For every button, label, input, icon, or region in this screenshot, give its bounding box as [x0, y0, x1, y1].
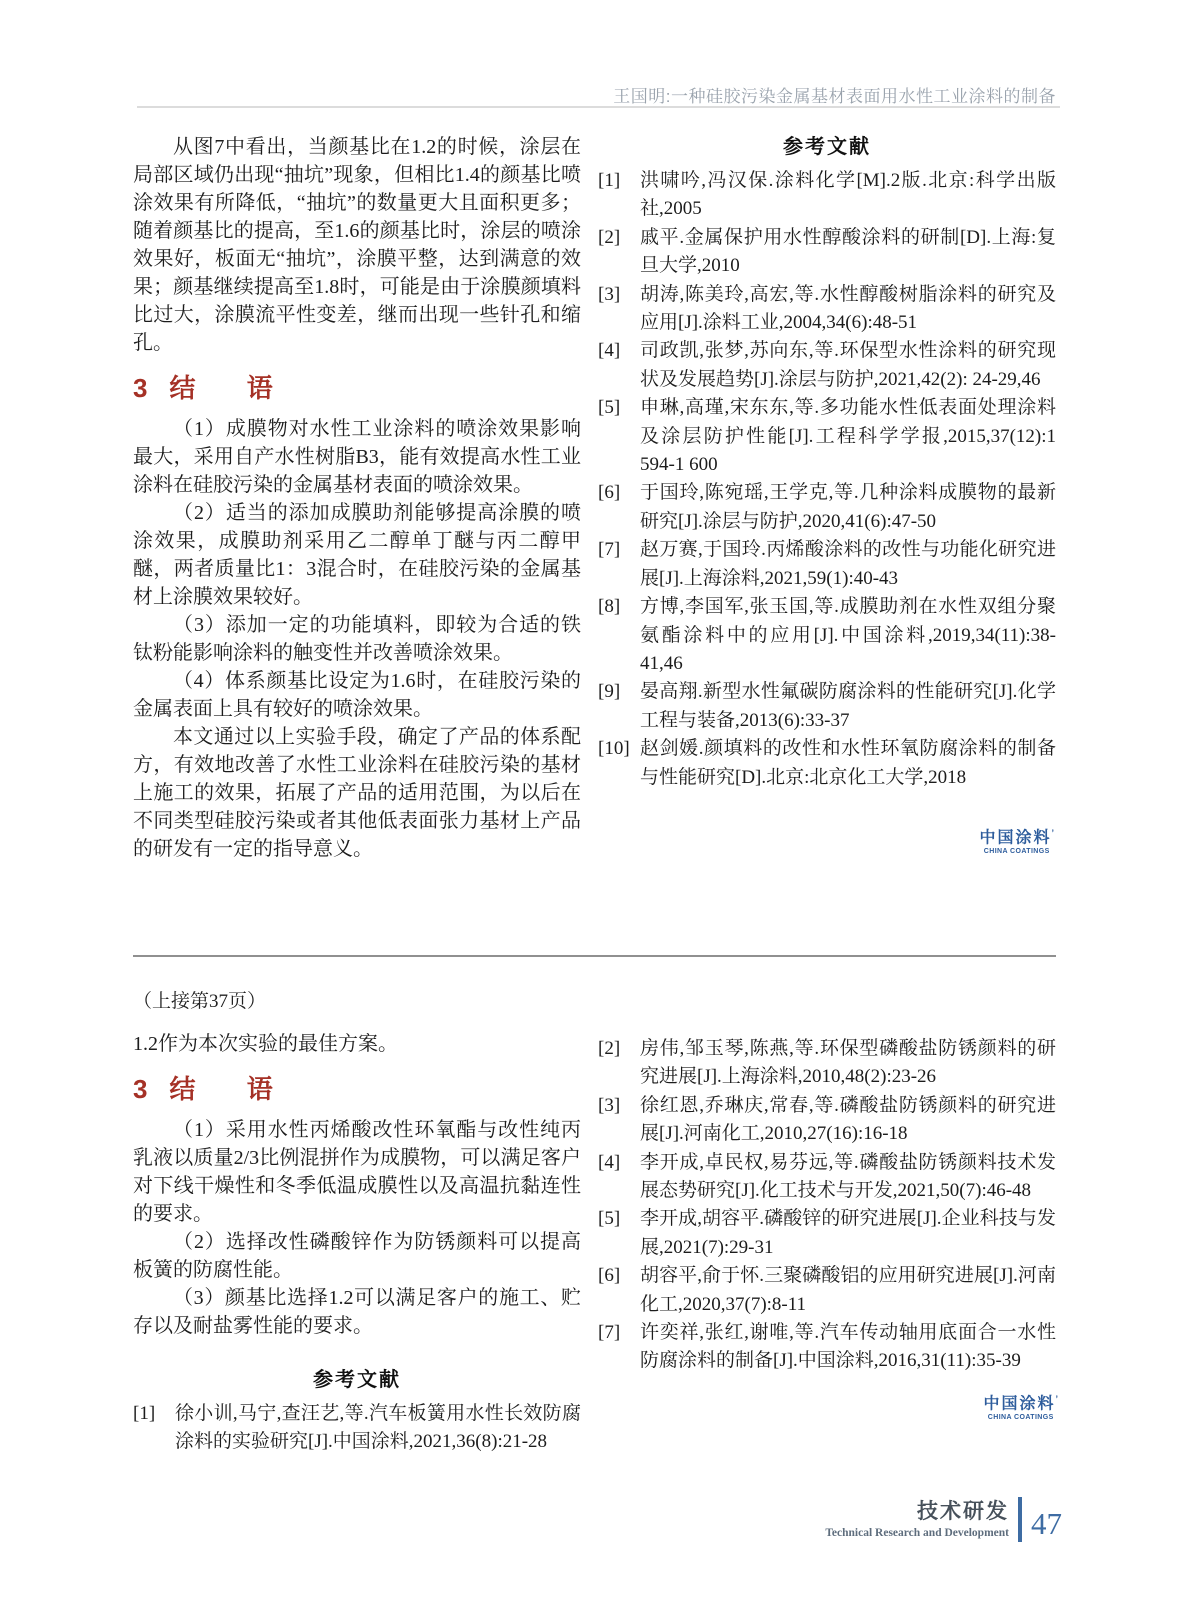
running-title: 王国明:一种硅胶污染金属基材表面用水性工业涂料的制备	[613, 87, 1056, 106]
reference-number: [1]	[133, 1403, 156, 1424]
reference-number: [6]	[598, 1265, 621, 1287]
bottom-left-column	[133, 1030, 581, 1457]
reference-item	[598, 593, 1056, 678]
references-heading: 参考文献	[313, 1369, 401, 1391]
reference-number: [2]	[598, 226, 621, 248]
reference-text: 戚平.金属保护用水性醇酸涂料的研制[D].上海:复旦大学,2010	[640, 226, 1056, 277]
reference-item	[598, 1092, 1056, 1149]
reference-text: 李开成,胡容平.磷酸锌的研究进展[J].企业科技与发展,2021(7):29-31	[640, 1208, 1056, 1258]
reference-item	[598, 224, 1056, 281]
body-paragraph: （4）体系颜基比设定为1.6时，在硅胶污染的金属表面上具有较好的喷涂效果。	[133, 670, 581, 720]
reference-number: [4]	[598, 340, 621, 362]
reference-number: [7]	[598, 1322, 621, 1344]
footer-section-label	[825, 1500, 1009, 1539]
logo-english-text: CHINA COATINGS	[987, 1414, 1054, 1422]
continued-from-note: （上接第37页）	[133, 991, 267, 1012]
reference-number: [1]	[598, 170, 621, 191]
reference-text: 胡容平,俞于怀.三聚磷酸铝的应用研究进展[J].河南化工,2020,37(7):8-11	[640, 1265, 1056, 1315]
reference-text: 申琳,高瑾,宋东东,等.多功能水性低表面处理涂料及涂层防护性能[J].工程科学学报,2015,37(12):1 594-1 600	[640, 397, 1056, 476]
logo-cn-label: 中国涂料	[983, 1395, 1056, 1413]
reference-item	[133, 1400, 581, 1457]
header-divider	[137, 106, 1060, 108]
body-paragraph: （3）添加一定的功能填料，即较为合适的铁钛粉能影响涂料的触变性并改善喷涂效果。	[133, 614, 581, 664]
reference-text: 方博,李国军,张玉国,等.成膜助剂在水性双组分聚氨酯涂料中的应用[J].中国涂料,2019,34(11):38-41,46	[640, 596, 1056, 674]
body-paragraph: 本文通过以上实验手段，确定了产品的体系配方，有效地改善了水性工业涂料在硅胶污染的基材上施工的效果，拓展了产品的适用范围，为以后在不同类型硅胶污染或者其他低表面张力基材上产品的研发有一定的指导意义。	[133, 726, 581, 860]
logo-chinese-text	[983, 1390, 1058, 1413]
reference-number: [5]	[598, 1208, 621, 1230]
reference-number: [9]	[598, 681, 621, 703]
section-number: 3	[133, 373, 148, 403]
reference-number: [7]	[598, 539, 621, 561]
china-coatings-logo	[979, 824, 1054, 855]
section-heading-conclusion	[133, 371, 581, 405]
top-left-column	[133, 133, 581, 863]
section-title: 结 语	[169, 373, 295, 403]
reference-text: 李开成,卓民权,易芬远,等.磷酸盐防锈颜料技术发展态势研究[J].化工技术与开发,2021,50(7):46-48	[640, 1151, 1056, 1202]
reference-item	[598, 1149, 1056, 1206]
reference-text: 赵万赛,于国玲.丙烯酸涂料的改性与功能化研究进展[J].上海涂料,2021,59(1):40-43	[640, 539, 1056, 589]
footer-accent-bar	[1018, 1497, 1022, 1542]
page-footer	[825, 1497, 1062, 1542]
reference-number: [8]	[598, 596, 621, 618]
section-heading-conclusion	[133, 1072, 581, 1106]
reference-text: 于国玲,陈宛瑶,王学克,等.几种涂料成膜物的最新研究[J].涂层与防护,2020,41(6):47-50	[640, 482, 1056, 532]
references-heading: 参考文献	[783, 136, 871, 158]
reference-text: 洪啸吟,冯汉保.涂料化学[M].2版.北京:科学出版社,2005	[640, 170, 1056, 220]
reference-text: 房伟,邹玉琴,陈燕,等.环保型磷酸盐防锈颜料的研究进展[J].上海涂料,2010,48(2):23-26	[640, 1038, 1056, 1088]
reference-number: [2]	[598, 1038, 621, 1059]
reference-item	[598, 536, 1056, 593]
china-coatings-logo	[983, 1390, 1058, 1421]
section-number: 3	[133, 1074, 148, 1104]
reference-item	[598, 479, 1056, 536]
reference-number: [6]	[598, 482, 621, 504]
body-paragraph: 1.2作为本次实验的最佳方案。	[133, 1033, 398, 1055]
reference-number: [4]	[598, 1151, 621, 1173]
reference-item	[598, 678, 1056, 735]
section-title: 结 语	[169, 1074, 295, 1104]
logo-english-text: CHINA COATINGS	[983, 848, 1050, 856]
reference-text: 赵剑媛.颜填料的改性和水性环氧防腐涂料的制备与性能研究[D].北京:北京化工大学,2018	[640, 738, 1056, 788]
body-paragraph: （3）颜基比选择1.2可以满足客户的施工、贮存以及耐盐雾性能的要求。	[133, 1287, 581, 1337]
reference-item	[598, 337, 1056, 394]
logo-chinese-text	[979, 824, 1054, 847]
reference-item	[598, 1319, 1056, 1376]
logo-trademark-mark: ’	[1051, 828, 1054, 838]
page-number: 47	[1031, 1505, 1062, 1541]
reference-item	[598, 1035, 1056, 1092]
reference-item	[598, 281, 1056, 338]
bottom-right-column	[598, 1035, 1056, 1376]
reference-text: 许奕祥,张红,谢唯,等.汽车传动轴用底面合一水性防腐涂料的制备[J].中国涂料,2016,31(11):35-39	[640, 1322, 1056, 1372]
body-paragraph: （2）选择改性磷酸锌作为防锈颜料可以提高板簧的防腐性能。	[133, 1231, 581, 1281]
article-divider	[133, 955, 1056, 957]
reference-text: 胡涛,陈美玲,高宏,等.水性醇酸树脂涂料的研究及应用[J].涂料工业,2004,34(6):48-51	[640, 283, 1056, 334]
reference-number: [5]	[598, 397, 621, 419]
body-paragraph: （1）成膜物对水性工业涂料的喷涂效果影响最大，采用自产水性树脂B3，能有效提高水性工业涂料在硅胶污染的金属基材表面的喷涂效果。	[133, 418, 581, 496]
reference-item	[598, 1205, 1056, 1262]
body-paragraph: 从图7中看出，当颜基比在1.2的时候，涂层在局部区域仍出现“抽坑”现象，但相比1.4的颜基比喷涂效果有所降低，“抽坑”的数量更大且面积更多；随着颜基比的提高，至1.6的颜基比时，涂层的喷涂效果好，板面无“抽坑”，涂膜平整，达到满意的效果；颜基继续提高至1.8时，可能是由于涂膜颜填料比过大，涂膜流平性变差，继而出现一些针孔和缩孔。	[133, 136, 581, 354]
top-right-column	[598, 133, 1056, 792]
logo-cn-label: 中国涂料	[979, 829, 1052, 847]
footer-section-cn: 技术研发	[917, 1500, 1009, 1523]
reference-text: 晏高翔.新型水性氟碳防腐涂料的性能研究[J].化学工程与装备,2013(6):33-37	[640, 681, 1056, 731]
reference-number: [3]	[598, 1094, 621, 1116]
reference-item	[598, 167, 1056, 224]
reference-item	[598, 1262, 1056, 1319]
reference-text: 司政凯,张梦,苏向东,等.环保型水性涂料的研究现状及发展趋势[J].涂层与防护,2021,42(2): 24-29,46	[640, 340, 1056, 390]
reference-number: [10]	[598, 738, 630, 760]
reference-item	[598, 735, 1056, 792]
reference-number: [3]	[598, 283, 621, 305]
reference-text: 徐小训,马宁,查汪艺,等.汽车板簧用水性长效防腐涂料的实验研究[J].中国涂料,2021,36(8):21-28	[175, 1403, 581, 1453]
logo-trademark-mark: ’	[1055, 1394, 1058, 1404]
body-paragraph: （1）采用水性丙烯酸改性环氧酯与改性纯丙乳液以质量2/3比例混拼作为成膜物，可以满足客户对下线干燥性和冬季低温成膜性以及高温抗黏连性的要求。	[133, 1119, 581, 1225]
reference-item	[598, 394, 1056, 479]
reference-text: 徐红恩,乔琳庆,常春,等.磷酸盐防锈颜料的研究进展[J].河南化工,2010,27(16):16-18	[640, 1094, 1056, 1145]
body-paragraph: （2）适当的添加成膜助剂能够提高涂膜的喷涂效果，成膜助剂采用乙二醇单丁醚与丙二醇甲醚，两者质量比1：3混合时，在硅胶污染的金属基材上涂膜效果较好。	[133, 502, 581, 608]
footer-section-en: Technical Research and Development	[825, 1527, 1009, 1539]
